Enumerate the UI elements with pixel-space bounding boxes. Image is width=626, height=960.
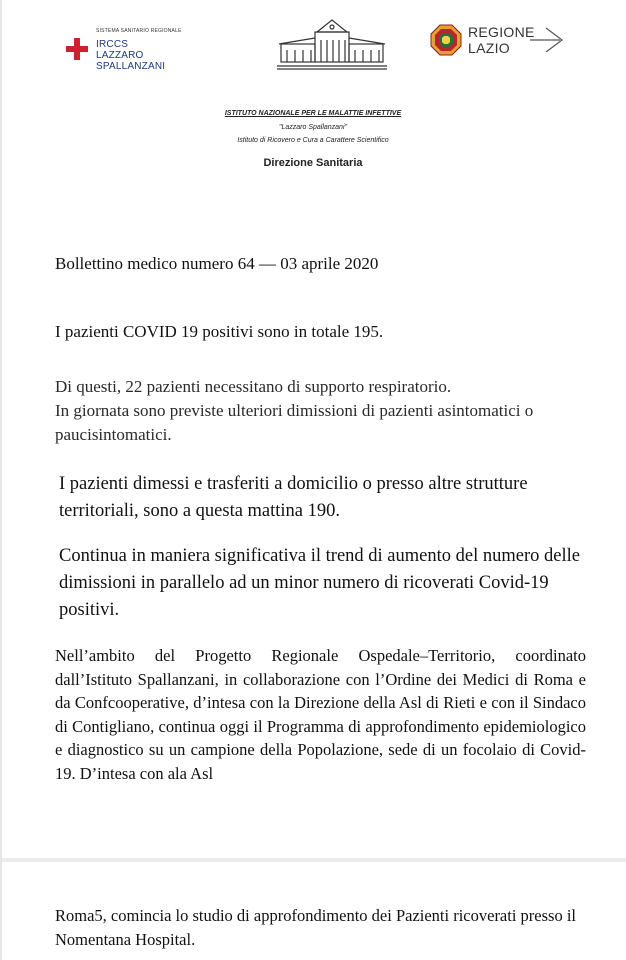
page-divider [2,858,626,862]
institute-quote: "Lazzaro Spallanzani" [278,124,347,131]
logo-line-irccs: IRCCS [96,39,129,50]
regione-lazio-logo [430,22,570,62]
discharge-forecast-line: In giornata sono previste ulteriori dimissioni di pazienti asintomatici o paucisintomatici. [55,401,534,444]
respiratory-paragraph [55,375,586,447]
lazio-text: LAZIO [468,40,510,56]
regione-lazio-emblem-icon [430,24,462,56]
department: Direzione Sanitaria [263,157,363,169]
spallanzani-logo [64,26,214,72]
total-patients: I pazienti COVID 19 positivi sono in totale 195. [55,322,384,341]
discharged-paragraph: I pazienti dimessi e trasferiti a domicilio o presso altre strutture territoriali, sono a questa mattina 190. [59,474,528,521]
institute-name: ISTITUTO NAZIONALE PER LE MALATTIE INFETTIVE [224,110,402,117]
roma5-paragraph: Roma5, comincia lo studio di approfondimento dei Pazienti ricoverati presso il Nomentana Hospital. [55,906,577,949]
page-edge [0,0,2,960]
logo-line-spallanzani: LAZZARO SPALLANZANI [96,50,166,72]
institute-building-icon [277,14,387,72]
red-cross-icon [66,38,88,60]
regione-text: REGIONE [468,24,535,40]
institute-type: Istituto di Ricovero e Cura a Carattere Scientifico [237,137,389,144]
system-label: SISTEMA SANITARIO REGIONALE [96,28,182,34]
bulletin-title: Bollettino medico numero 64 — 03 aprile 2020 [55,254,379,273]
letterhead [0,0,626,80]
regional-project-paragraph: Nell’ambito del Progetto Regionale Ospedale–Territorio, coordinato dall’Istituto Spallanzani, in collaborazione con l’Ordine dei Medici di Roma e da Confcooperative, d’intesa con la Direzione della Asl di Rieti e con il Sindaco di Contigliano, continua oggi il Programma di approfondimento epidemiologico e diagnostico su un campione della Popolazione, sede di un focolaio di Covid-19. D’intesa con ala Asl [55,646,586,783]
trend-paragraph: Continua in maniera significativa il trend di aumento del numero delle dimissioni in parallelo ad un minor numero di ricoverati Covid-19 positivi. [59,546,580,620]
regione-lazio-lines-icon [530,26,564,52]
respiratory-line: Di questi, 22 pazienti necessitano di supporto respiratorio. [55,377,452,396]
